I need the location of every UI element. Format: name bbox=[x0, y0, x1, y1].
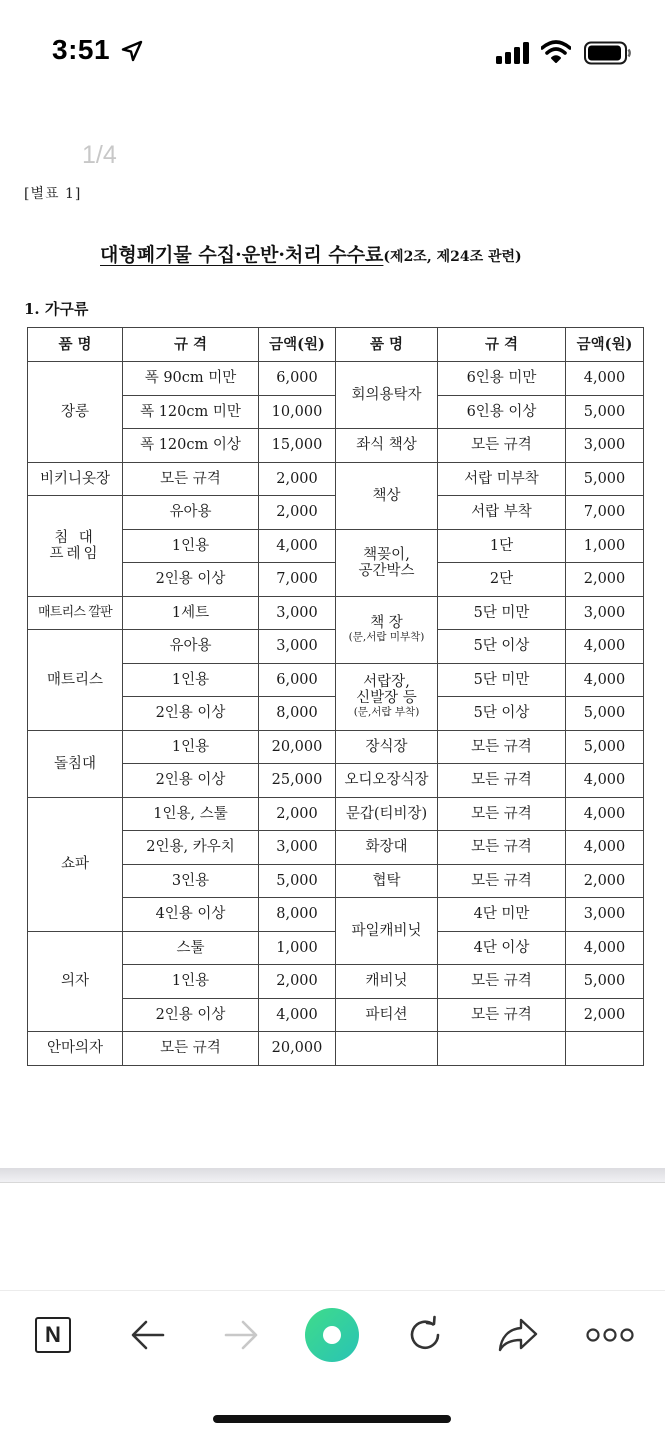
status-bar bbox=[0, 0, 665, 100]
item-spec: 서랍 부착 bbox=[438, 496, 566, 530]
item-price: 5,000 bbox=[566, 462, 644, 496]
naver-icon[interactable]: N bbox=[35, 1317, 71, 1353]
item-spec: 4단 이상 bbox=[438, 931, 566, 965]
share-icon[interactable] bbox=[497, 1317, 539, 1353]
item-price: 2,000 bbox=[259, 797, 336, 831]
item-spec: 모든 규격 bbox=[438, 429, 566, 463]
item-spec: 5단 미만 bbox=[438, 596, 566, 630]
item-name bbox=[336, 596, 438, 663]
item-name: 장롱 bbox=[28, 362, 123, 463]
item-name: 의자 bbox=[28, 931, 123, 1032]
item-price: 5,000 bbox=[259, 864, 336, 898]
table-row bbox=[28, 462, 644, 496]
item-spec: 6인용 이상 bbox=[438, 395, 566, 429]
item-price: 1,000 bbox=[259, 931, 336, 965]
item-price: 15,000 bbox=[259, 429, 336, 463]
home-indicator[interactable] bbox=[213, 1415, 451, 1423]
item-spec: 4인용 이상 bbox=[123, 898, 259, 932]
refresh-icon[interactable] bbox=[405, 1315, 445, 1355]
item-spec: 4단 미만 bbox=[438, 898, 566, 932]
item-name: 책상 bbox=[336, 462, 438, 529]
item-price: 20,000 bbox=[259, 1032, 336, 1066]
item-price: 3,000 bbox=[566, 596, 644, 630]
item-spec: 폭 120cm 이상 bbox=[123, 429, 259, 463]
item-price: 4,000 bbox=[259, 529, 336, 563]
section-heading: 1. 가구류 bbox=[24, 300, 89, 318]
item-price: 2,000 bbox=[566, 864, 644, 898]
item-spec: 5단 미만 bbox=[438, 663, 566, 697]
item-name: 매트리스 bbox=[28, 630, 123, 731]
empty-cell bbox=[566, 1032, 644, 1066]
header-cell: 품 명 bbox=[336, 328, 438, 362]
fee-table bbox=[27, 327, 644, 1066]
item-price: 4,000 bbox=[566, 797, 644, 831]
item-spec: 유아용 bbox=[123, 496, 259, 530]
item-spec: 2인용, 카우치 bbox=[123, 831, 259, 865]
annex-label: [별표 1] bbox=[24, 186, 82, 202]
item-spec: 1단 bbox=[438, 529, 566, 563]
item-spec: 모든 규격 bbox=[438, 831, 566, 865]
item-name: 비키니옷장 bbox=[28, 462, 123, 496]
item-spec: 모든 규격 bbox=[438, 797, 566, 831]
item-price: 4,000 bbox=[566, 630, 644, 664]
item-price: 4,000 bbox=[566, 831, 644, 865]
item-name: 화장대 bbox=[336, 831, 438, 865]
item-spec: 1세트 bbox=[123, 596, 259, 630]
item-price: 3,000 bbox=[566, 898, 644, 932]
item-spec: 유아용 bbox=[123, 630, 259, 664]
item-spec: 2인용 이상 bbox=[123, 998, 259, 1032]
status-time: 3:51 bbox=[52, 34, 111, 65]
item-price: 20,000 bbox=[259, 730, 336, 764]
wifi-icon bbox=[541, 40, 571, 64]
table-row bbox=[28, 797, 644, 831]
item-name-line: 프레임 bbox=[49, 545, 101, 562]
item-price: 5,000 bbox=[566, 965, 644, 999]
header-cell: 금액(원) bbox=[259, 328, 336, 362]
item-price: 3,000 bbox=[259, 831, 336, 865]
item-spec: 모든 규격 bbox=[438, 730, 566, 764]
title-sub: (제2조, 제24조 관련) bbox=[383, 249, 522, 265]
item-price: 4,000 bbox=[259, 998, 336, 1032]
item-name: 쇼파 bbox=[28, 797, 123, 931]
item-spec: 모든 규격 bbox=[123, 462, 259, 496]
item-price: 7,000 bbox=[566, 496, 644, 530]
item-price: 8,000 bbox=[259, 697, 336, 731]
location-arrow-icon bbox=[121, 40, 143, 62]
item-spec: 1인용 bbox=[123, 730, 259, 764]
item-spec: 1인용 bbox=[123, 965, 259, 999]
item-spec: 3인용 bbox=[123, 864, 259, 898]
item-name: 회의용탁자 bbox=[336, 362, 438, 429]
item-spec: 폭 90cm 미만 bbox=[123, 362, 259, 396]
table-row bbox=[28, 596, 644, 630]
item-spec: 1인용 bbox=[123, 529, 259, 563]
item-note: (문,서랍 부착) bbox=[353, 706, 420, 718]
table-header-row bbox=[28, 328, 644, 362]
item-price: 3,000 bbox=[259, 630, 336, 664]
item-spec: 1인용, 스툴 bbox=[123, 797, 259, 831]
page-counter: 1/4 bbox=[82, 141, 117, 169]
item-price: 2,000 bbox=[259, 462, 336, 496]
item-price: 7,000 bbox=[259, 563, 336, 597]
page-divider bbox=[0, 1168, 665, 1183]
item-name: 안마의자 bbox=[28, 1032, 123, 1066]
item-price: 25,000 bbox=[259, 764, 336, 798]
item-price: 3,000 bbox=[259, 596, 336, 630]
item-price: 8,000 bbox=[259, 898, 336, 932]
item-price: 2,000 bbox=[566, 563, 644, 597]
cellular-signal-icon bbox=[496, 42, 532, 64]
item-spec: 2인용 이상 bbox=[123, 697, 259, 731]
item-price: 2,000 bbox=[566, 998, 644, 1032]
item-name-line: 서랍장, bbox=[363, 674, 410, 690]
item-price: 10,000 bbox=[259, 395, 336, 429]
document-title bbox=[100, 240, 522, 267]
more-icon[interactable] bbox=[586, 1326, 634, 1344]
item-spec: 2인용 이상 bbox=[123, 764, 259, 798]
item-name-line: 침 대 bbox=[54, 529, 96, 546]
item-name: 돌침대 bbox=[28, 730, 123, 797]
item-name: 파일캐비닛 bbox=[336, 898, 438, 965]
item-spec: 1인용 bbox=[123, 663, 259, 697]
item-name-line: 신발장 등 bbox=[356, 690, 417, 706]
item-spec: 5단 이상 bbox=[438, 697, 566, 731]
item-price: 2,000 bbox=[259, 496, 336, 530]
header-cell: 규 격 bbox=[123, 328, 259, 362]
header-cell: 규 격 bbox=[438, 328, 566, 362]
item-spec: 서랍 미부착 bbox=[438, 462, 566, 496]
item-spec: 모든 규격 bbox=[438, 965, 566, 999]
item-spec: 6인용 미만 bbox=[438, 362, 566, 396]
item-price: 2,000 bbox=[259, 965, 336, 999]
item-price: 4,000 bbox=[566, 362, 644, 396]
item-price: 1,000 bbox=[566, 529, 644, 563]
table-row bbox=[28, 362, 644, 396]
header-cell: 품 명 bbox=[28, 328, 123, 362]
item-name: 장식장 bbox=[336, 730, 438, 764]
item-spec: 2인용 이상 bbox=[123, 563, 259, 597]
item-name: 캐비닛 bbox=[336, 965, 438, 999]
item-name: 협탁 bbox=[336, 864, 438, 898]
item-spec: 폭 120cm 미만 bbox=[123, 395, 259, 429]
table-row bbox=[28, 730, 644, 764]
item-spec: 모든 규격 bbox=[123, 1032, 259, 1066]
item-name-line: 책 장 bbox=[370, 615, 403, 631]
item-price: 4,000 bbox=[566, 663, 644, 697]
battery-icon bbox=[584, 41, 632, 65]
item-spec: 모든 규격 bbox=[438, 998, 566, 1032]
item-name-line: 책꽂이, bbox=[363, 546, 410, 563]
item-name: 문갑(티비장) bbox=[336, 797, 438, 831]
green-dot-icon[interactable] bbox=[305, 1308, 359, 1362]
item-price: 5,000 bbox=[566, 730, 644, 764]
item-price: 5,000 bbox=[566, 697, 644, 731]
item-price: 4,000 bbox=[566, 764, 644, 798]
item-name bbox=[336, 529, 438, 596]
item-name bbox=[336, 663, 438, 730]
item-name: 매트리스 깔판 bbox=[28, 596, 123, 630]
empty-cell bbox=[438, 1032, 566, 1066]
item-name bbox=[28, 496, 123, 597]
item-name-line: 공간박스 bbox=[358, 562, 415, 579]
back-arrow-icon[interactable] bbox=[130, 1318, 166, 1352]
item-spec: 스툴 bbox=[123, 931, 259, 965]
item-note: (문,서랍 미부착) bbox=[348, 631, 425, 643]
item-spec: 2단 bbox=[438, 563, 566, 597]
table-row bbox=[28, 1032, 644, 1066]
item-price: 6,000 bbox=[259, 362, 336, 396]
forward-arrow-icon[interactable] bbox=[223, 1318, 259, 1352]
item-price: 6,000 bbox=[259, 663, 336, 697]
header-cell: 금액(원) bbox=[566, 328, 644, 362]
item-spec: 모든 규격 bbox=[438, 864, 566, 898]
empty-cell bbox=[336, 1032, 438, 1066]
item-price: 4,000 bbox=[566, 931, 644, 965]
item-spec: 모든 규격 bbox=[438, 764, 566, 798]
title-main: 대형폐기물 수집·운반·처리 수수료 bbox=[100, 244, 384, 266]
item-name: 좌식 책상 bbox=[336, 429, 438, 463]
item-spec: 5단 이상 bbox=[438, 630, 566, 664]
item-name: 오디오장식장 bbox=[336, 764, 438, 798]
item-price: 5,000 bbox=[566, 395, 644, 429]
item-price: 3,000 bbox=[566, 429, 644, 463]
item-name: 파티션 bbox=[336, 998, 438, 1032]
